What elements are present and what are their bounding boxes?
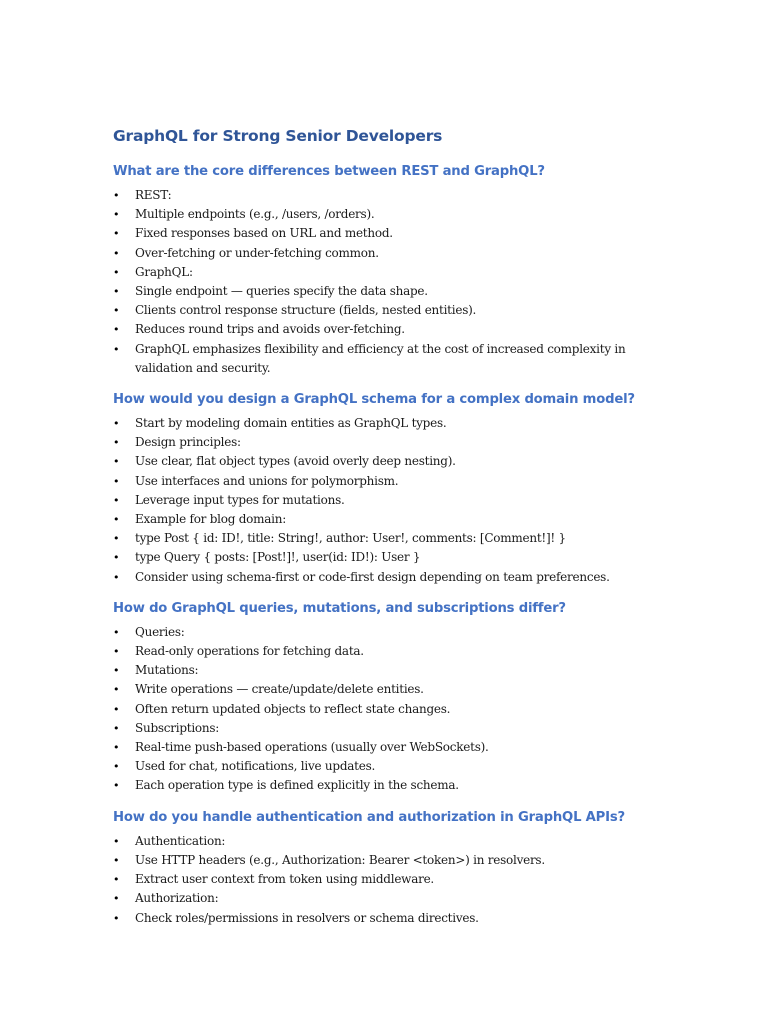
list-item-text: Use interfaces and unions for polymorphism. bbox=[135, 473, 399, 488]
list-item bbox=[113, 244, 653, 263]
list-item bbox=[113, 340, 653, 378]
bullet-list bbox=[113, 414, 653, 587]
list-item bbox=[113, 472, 653, 491]
bullet-icon: • bbox=[113, 911, 120, 925]
bullet-icon: • bbox=[113, 417, 120, 431]
list-item bbox=[113, 224, 653, 243]
list-item bbox=[113, 320, 653, 339]
document-body bbox=[113, 163, 653, 928]
question-heading: What are the core differences between REST and GraphQL? bbox=[113, 164, 545, 179]
bullet-icon: • bbox=[113, 625, 120, 639]
bullet-icon: • bbox=[113, 513, 120, 527]
list-item bbox=[113, 186, 653, 205]
list-item-text: Design principles: bbox=[135, 435, 241, 450]
list-item bbox=[113, 510, 653, 529]
list-item-text: Fixed responses based on URL and method. bbox=[135, 226, 393, 241]
list-item-text: Authorization: bbox=[135, 891, 219, 906]
list-item-text: REST: bbox=[135, 188, 172, 202]
list-item-text: Queries: bbox=[135, 624, 185, 639]
document-page bbox=[113, 126, 653, 941]
bullet-list bbox=[113, 832, 653, 928]
list-item bbox=[113, 623, 653, 642]
list-item bbox=[113, 548, 653, 567]
list-item-text: Leverage input types for mutations. bbox=[135, 492, 345, 507]
bullet-icon: • bbox=[113, 570, 120, 584]
list-item bbox=[113, 491, 653, 510]
bullet-icon: • bbox=[113, 455, 120, 469]
list-item-text: Used for chat, notifications, live updates. bbox=[135, 759, 376, 774]
list-item bbox=[113, 282, 653, 301]
bullet-icon: • bbox=[113, 265, 120, 279]
list-item-text: type Post { id: ID!, title: String!, author: User!, comments: [Comment!]! } bbox=[135, 531, 566, 546]
bullet-icon: • bbox=[113, 645, 120, 659]
bullet-icon: • bbox=[113, 779, 120, 793]
list-item-text: Each operation type is defined explicitly in the schema. bbox=[135, 778, 459, 793]
list-item bbox=[113, 851, 653, 870]
bullet-icon: • bbox=[113, 702, 120, 716]
list-item-text: Check roles/permissions in resolvers or schema directives. bbox=[135, 910, 479, 925]
bullet-icon: • bbox=[113, 760, 120, 774]
list-item-text: Read-only operations for fetching data. bbox=[135, 644, 364, 659]
question-heading: How would you design a GraphQL schema for a complex domain model? bbox=[113, 392, 635, 408]
bullet-icon: • bbox=[113, 323, 120, 337]
bullet-icon: • bbox=[113, 551, 120, 565]
list-item-text: GraphQL: bbox=[135, 264, 193, 279]
list-item bbox=[113, 719, 653, 738]
list-item-text: type Query { posts: [Post!]!, user(id: ID!): User } bbox=[135, 550, 421, 565]
bullet-icon: • bbox=[113, 304, 120, 318]
bullet-icon: • bbox=[113, 189, 120, 202]
list-item bbox=[113, 870, 653, 889]
bullet-icon: • bbox=[113, 227, 120, 241]
list-item bbox=[113, 433, 653, 452]
list-item bbox=[113, 889, 653, 908]
bullet-icon: • bbox=[113, 208, 120, 222]
bullet-icon: • bbox=[113, 683, 120, 697]
list-item-text: Reduces round trips and avoids over-fetching. bbox=[135, 322, 405, 337]
list-item-text: Start by modeling domain entities as GraphQL types. bbox=[135, 416, 447, 431]
list-item bbox=[113, 661, 653, 680]
list-item-text: Use clear, flat object types (avoid overly deep nesting). bbox=[135, 454, 456, 469]
bullet-icon: • bbox=[113, 721, 120, 735]
list-item bbox=[113, 263, 653, 282]
list-item bbox=[113, 205, 653, 224]
list-item bbox=[113, 738, 653, 757]
bullet-icon: • bbox=[113, 342, 120, 356]
bullet-icon: • bbox=[113, 892, 120, 906]
list-item-text: Multiple endpoints (e.g., /users, /orders). bbox=[135, 207, 375, 222]
bullet-icon: • bbox=[113, 741, 120, 755]
list-item-text: Clients control response structure (fields, nested entities). bbox=[135, 303, 477, 318]
bullet-icon: • bbox=[113, 834, 120, 848]
question-heading: How do GraphQL queries, mutations, and subscriptions differ? bbox=[113, 600, 566, 616]
list-item bbox=[113, 832, 653, 851]
list-item-text: Example for blog domain: bbox=[135, 512, 287, 527]
list-item-text: GraphQL emphasizes flexibility and efficiency at the cost of increased complexity in validation and security. bbox=[135, 341, 626, 375]
list-item-text: Single endpoint — queries specify the data shape. bbox=[135, 284, 428, 299]
qa-section bbox=[113, 600, 653, 796]
list-item-text: Subscriptions: bbox=[135, 720, 220, 735]
bullet-icon: • bbox=[113, 474, 120, 488]
list-item-text: Mutations: bbox=[135, 663, 199, 678]
qa-section bbox=[113, 163, 653, 378]
list-item bbox=[113, 452, 653, 471]
bullet-icon: • bbox=[113, 436, 120, 450]
list-item-text: Over-fetching or under-fetching common. bbox=[135, 245, 379, 260]
qa-section bbox=[113, 809, 653, 928]
list-item bbox=[113, 529, 653, 548]
bullet-icon: • bbox=[113, 493, 120, 507]
bullet-icon: • bbox=[113, 246, 120, 260]
list-item-text: Use HTTP headers (e.g., Authorization: Bearer <token>) in resolvers. bbox=[135, 852, 545, 867]
list-item-text: Authentication: bbox=[135, 833, 226, 848]
bullet-list bbox=[113, 623, 653, 796]
list-item bbox=[113, 700, 653, 719]
list-item-text: Real-time push-based operations (usually over WebSockets). bbox=[135, 740, 489, 755]
list-item-text: Often return updated objects to reflect state changes. bbox=[135, 701, 451, 716]
list-item-text: Extract user context from token using middleware. bbox=[135, 872, 434, 887]
list-item bbox=[113, 680, 653, 699]
list-item bbox=[113, 414, 653, 433]
qa-section bbox=[113, 391, 653, 587]
document-title: GraphQL for Strong Senior Developers bbox=[113, 127, 443, 145]
list-item-text: Write operations — create/update/delete entities. bbox=[135, 682, 424, 697]
bullet-list bbox=[113, 186, 653, 378]
bullet-icon: • bbox=[113, 532, 120, 546]
list-item bbox=[113, 776, 653, 795]
list-item bbox=[113, 757, 653, 776]
list-item bbox=[113, 301, 653, 320]
list-item bbox=[113, 909, 653, 928]
question-heading: How do you handle authentication and authorization in GraphQL APIs? bbox=[113, 809, 625, 825]
bullet-icon: • bbox=[113, 873, 120, 887]
list-item bbox=[113, 642, 653, 661]
bullet-icon: • bbox=[113, 853, 120, 867]
list-item-text: Consider using schema-first or code-first design depending on team preferences. bbox=[135, 569, 610, 584]
bullet-icon: • bbox=[113, 664, 120, 678]
bullet-icon: • bbox=[113, 285, 120, 299]
list-item bbox=[113, 568, 653, 587]
